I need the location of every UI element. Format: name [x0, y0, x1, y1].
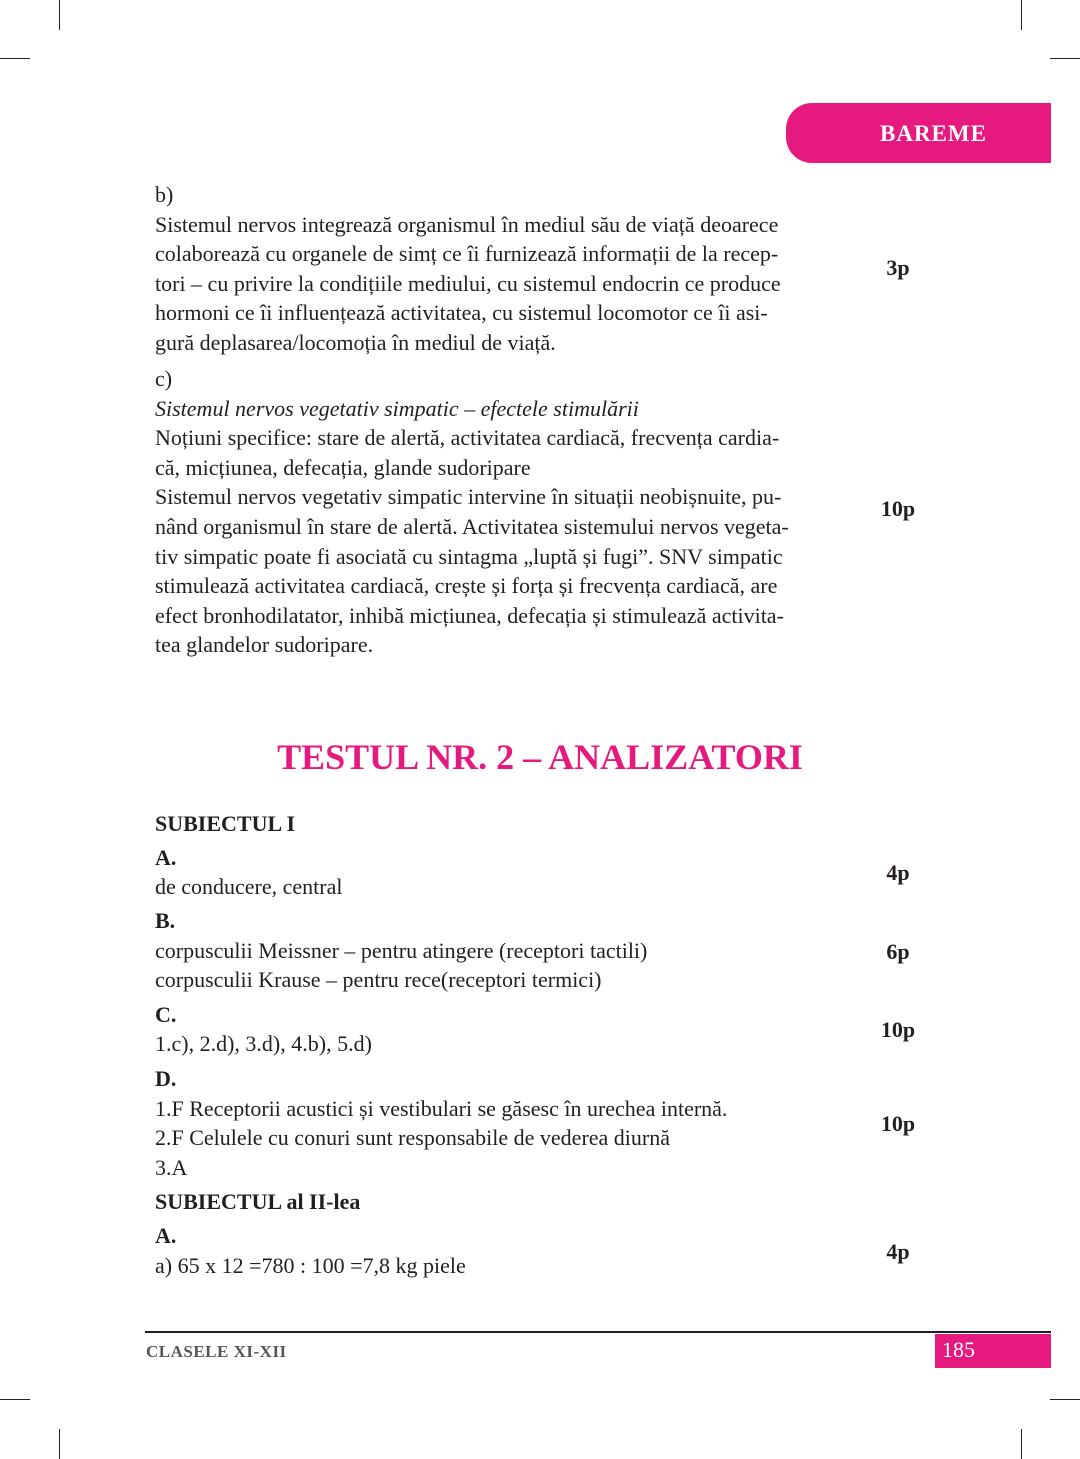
answer-label: c) — [155, 366, 173, 391]
points-a: 4p — [886, 860, 910, 885]
footer-divider — [145, 1331, 1051, 1333]
points-c: 10p — [880, 496, 916, 521]
item-label-a: A. — [155, 1223, 177, 1248]
item-label-b: B. — [155, 908, 176, 933]
points-b: 3p — [886, 255, 910, 280]
points-a: 4p — [886, 1239, 910, 1264]
answer-subtitle: Sistemul nervos vegetativ simpatic – efectele stimulării — [155, 395, 639, 421]
text-line: Sistemul nervos vegetativ simpatic intervine în situații neobișnuite, pu- — [155, 484, 782, 510]
text-line: efect bronhodilatator, inhibă micțiunea, defecația și stimulează activita- — [155, 602, 784, 628]
text-line: colaborează cu organele de simț ce îi furnizează informații de la recep- — [155, 241, 779, 267]
text-line: tori – cu privire la condițiile mediului, cu sistemul endocrin ce produce — [155, 270, 781, 296]
crop-mark — [1050, 1399, 1080, 1400]
text-line: 3.A — [155, 1155, 188, 1180]
text-line: de conducere, central — [155, 874, 343, 899]
text-line: tea glandelor sudoripare. — [155, 632, 374, 658]
text-line: a) 65 x 12 =780 : 100 =7,8 kg piele — [155, 1253, 466, 1278]
crop-mark — [59, 0, 60, 30]
answer-b — [155, 180, 860, 358]
text-line: 1.F Receptorii acustici și vestibulari se găsesc în urechea internă. — [155, 1096, 728, 1121]
crop-mark — [1021, 1429, 1022, 1459]
crop-mark — [59, 1429, 60, 1459]
item-label-a: A. — [155, 845, 177, 870]
text-line: tiv simpatic poate fi asociată cu sintagma „luptă și fugi”. SNV simpatic — [155, 543, 783, 569]
footer-class-label: CLASELE XI-XII — [146, 1342, 287, 1361]
crop-mark — [0, 1399, 30, 1400]
item-label-c: C. — [155, 1002, 177, 1027]
points-d: 10p — [880, 1111, 916, 1136]
test-title: TESTUL NR. 2 – ANALIZATORI — [277, 737, 803, 777]
text-line: că, micțiunea, defecația, glande sudoripare — [155, 454, 531, 480]
points-c: 10p — [880, 1017, 916, 1042]
points-b: 6p — [886, 939, 910, 964]
subject-heading: SUBIECTUL I — [155, 811, 296, 836]
text-line: corpusculii Krause – pentru rece(receptori termici) — [155, 967, 602, 992]
answer-label: b) — [155, 182, 174, 207]
crop-mark — [1021, 0, 1022, 30]
section-tab-bareme: BAREME — [786, 103, 1051, 163]
text-line: 2.F Celulele cu conuri sunt responsabile de vederea diurnă — [155, 1125, 671, 1150]
text-line: 1.c), 2.d), 3.d), 4.b), 5.d) — [155, 1031, 372, 1056]
text-line: corpusculii Meissner – pentru atingere (receptori tactili) — [155, 938, 648, 963]
subject-heading: SUBIECTUL al II-lea — [155, 1189, 361, 1214]
text-line: hormoni ce îi influențează activitatea, cu sistemul locomotor ce îi asi- — [155, 300, 768, 326]
answer-c — [155, 364, 860, 660]
text-line: gură deplasarea/locomoția în mediul de viață. — [155, 329, 556, 355]
text-line: nând organismul în stare de alertă. Activitatea sistemului nervos vegeta- — [155, 513, 789, 539]
text-line: stimulează activitatea cardiacă, crește și forța și frecvența cardiacă, are — [155, 573, 778, 599]
item-label-d: D. — [155, 1066, 177, 1091]
page-number: 185 — [935, 1334, 1051, 1368]
text-line: Sistemul nervos integrează organismul în mediul său de viață deoarece — [155, 211, 779, 237]
text-line: Noțiuni specifice: stare de alertă, activitatea cardiacă, frecvența cardia- — [155, 425, 780, 451]
crop-mark — [0, 58, 30, 59]
crop-mark — [1050, 58, 1080, 59]
